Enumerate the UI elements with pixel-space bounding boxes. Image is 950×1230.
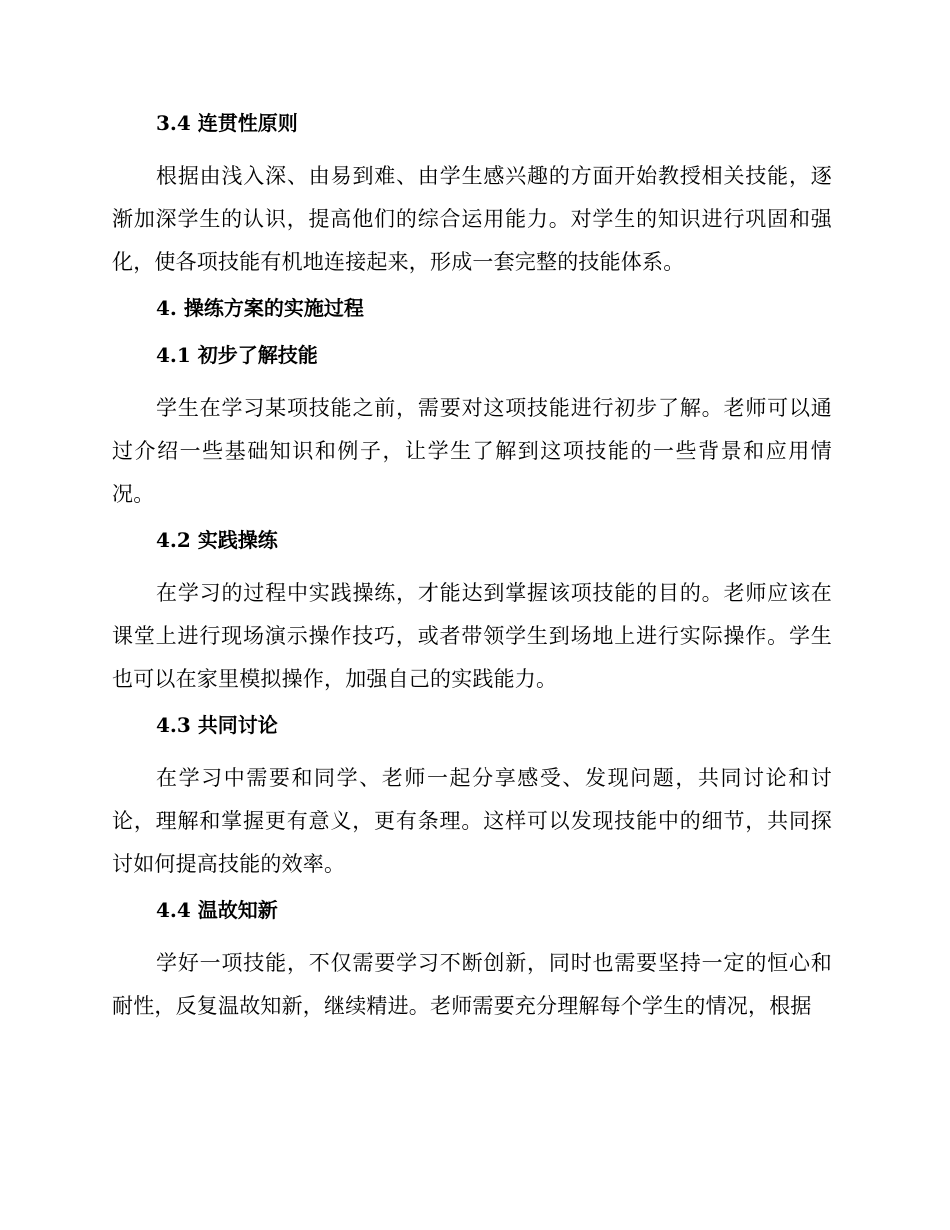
section-paragraph-4-2: 在学习的过程中实践操练，才能达到掌握该项技能的目的。老师应该在课堂上进行现场演示操作技巧，或者带领学生到场地上进行实际操作。学生也可以在家里模拟操作，加强自己的实践能力。 [112, 581, 832, 691]
section-paragraph-4-1: 学生在学习某项技能之前，需要对这项技能进行初步了解。老师可以通过介绍一些基础知识和例子，让学生了解到这项技能的一些背景和应用情况。 [112, 396, 832, 506]
section-heading-4-3: 4.3 共同讨论 [156, 713, 278, 737]
section-paragraph-3-4: 根据由浅入深、由易到难、由学生感兴趣的方面开始教授相关技能，逐渐加深学生的认识，提高他们的综合运用能力。对学生的知识进行巩固和强化，使各项技能有机地连接起来，形成一套完整的技能体系。 [112, 164, 832, 274]
section-heading-4: 4. 操练方案的实施过程 [156, 296, 364, 320]
section-heading-4-1: 4.1 初步了解技能 [156, 343, 318, 367]
section-heading-4-4: 4.4 温故知新 [156, 898, 278, 922]
document-body [112, 108, 832, 1037]
section-paragraph-4-4: 学好一项技能，不仅需要学习不断创新，同时也需要坚持一定的恒心和耐性，反复温故知新，继续精进。老师需要充分理解每个学生的情况，根据 [112, 951, 832, 1018]
section-heading-3-4: 3.4 连贯性原则 [156, 111, 298, 135]
section-paragraph-4-3: 在学习中需要和同学、老师一起分享感受、发现问题，共同讨论和讨论，理解和掌握更有意义，更有条理。这样可以发现技能中的细节，共同探讨如何提高技能的效率。 [112, 766, 832, 876]
section-heading-4-2: 4.2 实践操练 [156, 528, 278, 552]
